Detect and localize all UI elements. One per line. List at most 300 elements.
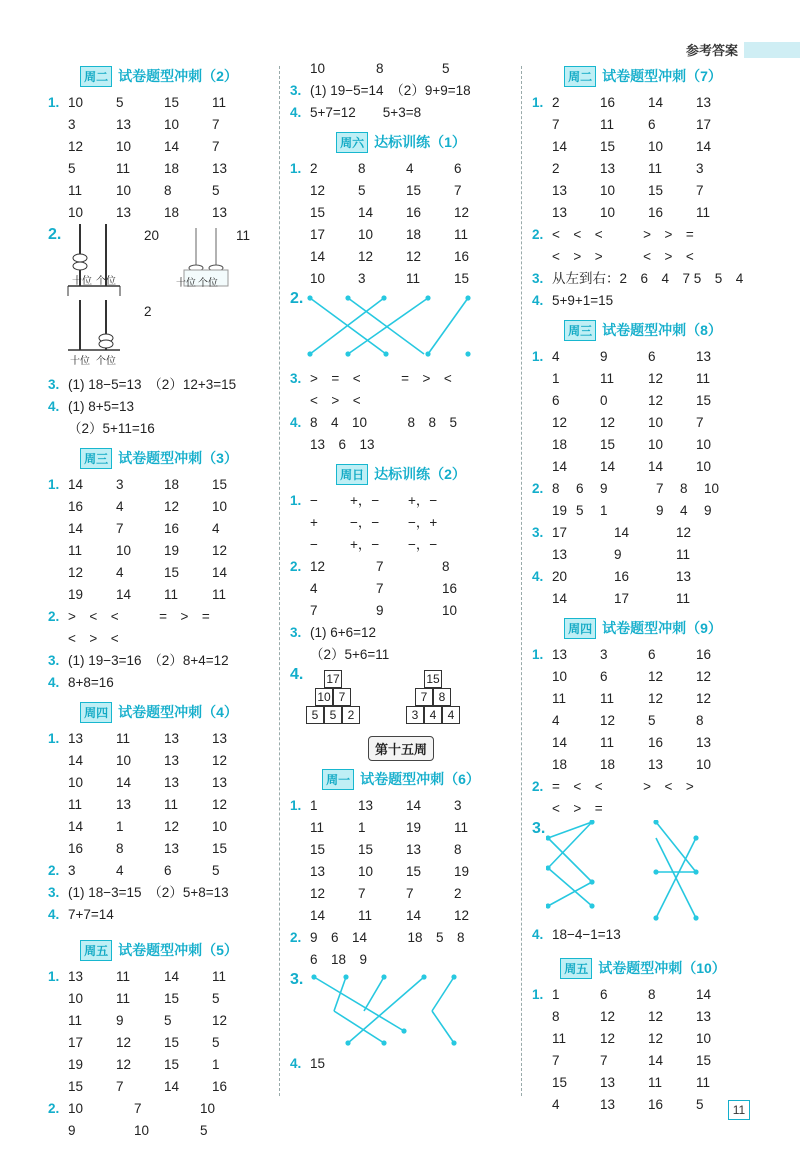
answer-cell: 13 <box>648 757 664 772</box>
pyramid-cell: 2 <box>342 706 360 724</box>
answer-cell: 6 <box>648 349 656 364</box>
section-heading: 试卷题型冲刺（9） <box>602 620 722 636</box>
question-number: 3. <box>290 971 304 988</box>
abacus-3 <box>68 300 120 350</box>
question-number: 1. <box>48 731 60 746</box>
answer-cell: 15 <box>600 139 616 154</box>
question-number <box>48 562 68 584</box>
answer-cell: 9 <box>614 547 622 562</box>
question-number: 4. <box>290 105 302 120</box>
day-tag: 周六 <box>336 132 368 153</box>
answer-cell: 7 <box>376 559 384 574</box>
answer-cell: 15 <box>164 95 180 110</box>
answer-row <box>532 180 754 202</box>
answer-cell: 13 <box>212 731 228 746</box>
answer-cell: 13 <box>600 1097 616 1112</box>
answer-cell: 15 <box>310 842 326 857</box>
pyramid-cell: 10 <box>315 688 333 706</box>
abacus-label-ones: 个位 <box>96 356 116 367</box>
question-number <box>532 1006 552 1028</box>
answer-cell: 2 <box>552 161 560 176</box>
answer-line <box>532 268 754 290</box>
answer-cell: 13 <box>696 95 712 110</box>
answer-cell: 11 <box>454 227 469 242</box>
answer-row <box>48 474 270 496</box>
question-number: 3. <box>48 885 60 900</box>
number-pyramids <box>290 666 512 730</box>
question-number <box>532 688 552 710</box>
answer-cell: 13 <box>552 547 568 562</box>
abacus-label-ones: 个位 <box>96 276 116 287</box>
answer-cell: 1 <box>310 798 318 813</box>
answer-cell: 13 <box>164 775 180 790</box>
question-number: 2. <box>48 863 60 878</box>
answer-row <box>532 500 754 522</box>
answer-cell: 11 <box>116 991 131 1006</box>
answer-line <box>48 904 270 926</box>
answer-text: 13 6 13 <box>310 437 375 452</box>
answer-line <box>290 1053 512 1075</box>
answer-row <box>48 772 270 794</box>
answer-cell: − <box>310 537 318 552</box>
question-number: 1. <box>290 161 302 176</box>
answer-row <box>290 58 512 80</box>
question-number <box>532 666 552 688</box>
day-tag: 周四 <box>564 618 596 639</box>
answer-cell: 10 <box>68 775 84 790</box>
answer-text: < < < > > = <box>552 227 694 242</box>
answer-cell: 12 <box>116 1035 132 1050</box>
question-number <box>48 202 68 224</box>
week-label <box>290 736 512 761</box>
column-1 <box>48 58 270 1142</box>
answer-cell: 7 <box>552 117 560 132</box>
answer-cell: 6 <box>600 669 608 684</box>
question-number <box>48 794 68 816</box>
answer-cell: 11 <box>648 161 663 176</box>
answer-cell: 15 <box>552 1075 568 1090</box>
answer-line <box>532 224 754 246</box>
answer-grid <box>48 474 270 606</box>
answer-cell: 15 <box>212 841 228 856</box>
question-number: 3. <box>290 83 302 98</box>
answer-cell: 13 <box>116 117 132 132</box>
section-heading: 试卷题型冲刺（6） <box>360 771 480 787</box>
question-number <box>48 838 68 860</box>
section-heading: 试卷题型冲刺（3） <box>118 450 238 466</box>
answer-cell: 14 <box>648 1053 664 1068</box>
answer-cell: 7 <box>600 1053 608 1068</box>
answer-row <box>532 1050 754 1072</box>
answer-line <box>290 368 512 390</box>
answer-row <box>48 750 270 772</box>
answer-cell: 16 <box>212 1079 228 1094</box>
answer-cell: 12 <box>68 565 84 580</box>
answer-cell: 14 <box>552 735 568 750</box>
answer-row <box>532 732 754 754</box>
section-title <box>532 616 754 640</box>
answer-cell: 12 <box>68 139 84 154</box>
question-number <box>290 905 310 927</box>
answer-cell: 5 <box>200 1123 208 1138</box>
pyramid-cell: 17 <box>324 670 342 688</box>
answer-row <box>48 860 270 882</box>
question-number: 1. <box>532 349 544 364</box>
answer-cell: +，− <box>350 537 380 552</box>
question-number <box>532 456 552 478</box>
answer-text: < > < <box>310 393 361 408</box>
question-number <box>532 754 552 776</box>
answer-row <box>532 754 754 776</box>
section-title <box>48 64 270 88</box>
abacus-answers <box>48 224 270 374</box>
answer-cell: 7 <box>212 117 220 132</box>
answer-row <box>532 566 754 588</box>
question-number: 4. <box>290 666 304 683</box>
answer-cell: 8 <box>376 61 384 76</box>
question-number: 2. <box>532 481 544 496</box>
answer-cell: 6 <box>648 647 656 662</box>
section-title <box>48 938 270 962</box>
answer-cell: 3 <box>358 271 366 286</box>
answer-cell: 10 <box>68 95 84 110</box>
answer-row <box>290 158 512 180</box>
answer-cell: 12 <box>648 669 664 684</box>
question-number <box>48 180 68 202</box>
answer-text: > < < = > = <box>68 609 210 624</box>
question-number <box>48 750 68 772</box>
answer-grid <box>48 860 270 882</box>
question-number <box>290 534 310 556</box>
answer-cell: 14 <box>68 521 84 536</box>
answer-cell: 13 <box>116 797 132 812</box>
answer-cell: 13 <box>212 161 228 176</box>
answer-cell: 2 <box>310 161 318 176</box>
answer-cell: 11 <box>552 691 567 706</box>
answer-cell: 14 <box>212 565 228 580</box>
answer-cell: 12 <box>406 249 422 264</box>
answer-cell: 5 <box>212 863 220 878</box>
answer-cell: 9 <box>376 603 384 618</box>
answer-row <box>532 136 754 158</box>
answer-cell: 10 <box>648 415 664 430</box>
answer-row <box>532 368 754 390</box>
answer-cell: 14 <box>358 205 374 220</box>
answer-cell: 14 <box>164 969 180 984</box>
question-number <box>532 412 552 434</box>
answer-text: 6 18 9 <box>310 952 368 967</box>
answer-cell: 15 <box>358 842 374 857</box>
answer-cell: 17 <box>310 227 326 242</box>
answer-grid <box>532 478 754 522</box>
question-number <box>48 496 68 518</box>
day-tag: 周三 <box>564 320 596 341</box>
answer-line <box>532 246 754 268</box>
answer-cell: 13 <box>600 1075 616 1090</box>
answer-cell: 10 <box>648 437 664 452</box>
answer-cell: 12 <box>696 691 712 706</box>
answer-row <box>532 984 754 1006</box>
answer-cell: 11 <box>212 969 227 984</box>
answer-cell: 18 <box>552 757 568 772</box>
answer-text: (1) 18−5=13 （2）12+3=15 <box>68 377 237 392</box>
answer-row <box>290 224 512 246</box>
answer-cell: 4 <box>310 581 318 596</box>
answer-cell: 11 <box>696 1075 711 1090</box>
answer-cell: 3 <box>68 863 76 878</box>
question-number <box>532 500 552 522</box>
answer-cell: 12 <box>600 713 616 728</box>
answer-cell: −，− <box>408 537 438 552</box>
answer-cell: 16 <box>68 841 84 856</box>
answer-cell: 14 <box>648 459 664 474</box>
answer-cell: 7 <box>116 521 124 536</box>
question-number: 4. <box>532 927 544 942</box>
matching-answer <box>532 820 754 924</box>
answer-cell: 11 <box>696 371 711 386</box>
answer-row <box>532 114 754 136</box>
answer-cell: 7 <box>212 139 220 154</box>
abacus-label-tens: 十位 <box>70 356 90 367</box>
question-number <box>290 600 310 622</box>
answer-cell: 12 <box>600 1009 616 1024</box>
abacus-label-tens: 十位 <box>72 276 92 287</box>
answer-cell: 14 <box>552 591 568 606</box>
answer-text: (1) 8+5=13 <box>68 399 135 414</box>
question-number: 3. <box>532 525 544 540</box>
question-number <box>48 988 68 1010</box>
answer-cell: 15 <box>164 991 180 1006</box>
question-number <box>532 710 552 732</box>
answer-line <box>532 290 754 312</box>
answer-cell: 20 <box>552 569 568 584</box>
pyramid-cell: 5 <box>306 706 324 724</box>
day-tag: 周一 <box>322 769 354 790</box>
answer-cell: 15 <box>164 1057 180 1072</box>
matching-lines <box>304 971 504 1053</box>
answer-cell: 4 <box>552 1097 560 1112</box>
question-number: 3. <box>290 371 302 386</box>
question-number: 1. <box>532 987 544 1002</box>
answer-text: < > < <box>68 631 119 646</box>
answer-cell: 11 <box>454 820 469 835</box>
question-number <box>532 390 552 412</box>
answer-cell: 5 <box>68 161 76 176</box>
answer-cell: 8 <box>696 713 704 728</box>
answer-grid <box>48 1098 270 1142</box>
answer-cell: 10 <box>704 481 720 496</box>
answer-row <box>290 600 512 622</box>
abacus-answer: 2 <box>144 304 152 319</box>
answer-cell: 11 <box>68 797 83 812</box>
day-tag: 周四 <box>80 702 112 723</box>
answer-cell: 10 <box>600 205 616 220</box>
answer-cell: 7 <box>358 886 366 901</box>
answer-cell: 14 <box>164 139 180 154</box>
answer-cell: 15 <box>68 1079 84 1094</box>
answer-cell: 11 <box>116 161 131 176</box>
answer-row <box>48 180 270 202</box>
answer-cell: 10 <box>116 753 132 768</box>
answer-line <box>48 650 270 672</box>
answer-row <box>290 534 512 556</box>
answer-line <box>532 776 754 798</box>
answer-cell: 16 <box>648 1097 664 1112</box>
section-heading: 试卷题型冲刺（8） <box>602 322 722 338</box>
answer-cell: 7 <box>552 1053 560 1068</box>
answer-cell: 14 <box>164 1079 180 1094</box>
question-number <box>48 584 68 606</box>
answer-cell: 3 <box>454 798 462 813</box>
answer-grid <box>532 346 754 478</box>
answer-cell: 15 <box>696 393 712 408</box>
answer-cell: 11 <box>600 117 615 132</box>
answer-line <box>48 374 270 396</box>
answer-cell: 13 <box>68 969 84 984</box>
answer-cell: 11 <box>600 371 615 386</box>
matching-lines <box>546 820 746 924</box>
answer-cell: 19 <box>68 1057 84 1072</box>
answer-row <box>532 478 754 500</box>
answer-cell: 12 <box>552 415 568 430</box>
section-title <box>48 700 270 724</box>
answer-cell: 19 <box>454 864 470 879</box>
answer-cell: 16 <box>406 205 422 220</box>
answer-cell: 7 <box>376 581 384 596</box>
answer-cell: 8 <box>552 1009 560 1024</box>
answer-cell: 7 <box>116 1079 124 1094</box>
answer-grid <box>48 92 270 224</box>
answer-cell: 10 <box>68 1101 84 1116</box>
answer-cell: 5 <box>442 61 450 76</box>
day-tag: 周二 <box>564 66 596 87</box>
answer-cell: 12 <box>648 393 664 408</box>
answer-row <box>532 412 754 434</box>
answer-text: 9 6 14 18 5 8 <box>310 930 465 945</box>
question-number <box>48 1010 68 1032</box>
answer-cell: 3 <box>696 161 704 176</box>
answer-cell: 4 <box>552 713 560 728</box>
question-number: 2. <box>48 609 60 624</box>
question-number: 1. <box>290 493 302 508</box>
answer-row <box>48 202 270 224</box>
answer-grid <box>290 795 512 927</box>
answer-cell: 18 <box>164 477 180 492</box>
answer-cell: 12 <box>164 499 180 514</box>
answer-cell: 2 <box>454 886 462 901</box>
answer-cell: 9 <box>116 1013 124 1028</box>
question-number <box>532 434 552 456</box>
answer-line <box>48 882 270 904</box>
answer-row <box>48 540 270 562</box>
answer-cell: 13 <box>696 735 712 750</box>
answer-row <box>532 202 754 224</box>
answer-cell: 10 <box>212 819 228 834</box>
answer-cell: 11 <box>600 691 615 706</box>
section-heading: 达标训练（1） <box>374 134 466 150</box>
answer-row <box>532 1072 754 1094</box>
answer-line <box>290 102 512 124</box>
matching-answer <box>290 971 512 1053</box>
answer-row <box>48 114 270 136</box>
question-number: 1. <box>532 95 544 110</box>
answer-row <box>48 584 270 606</box>
answer-row <box>48 838 270 860</box>
answer-row <box>48 1032 270 1054</box>
answer-cell: 19 <box>164 543 180 558</box>
question-number <box>532 158 552 180</box>
answer-cell: 13 <box>600 161 616 176</box>
answer-cell: 12 <box>212 543 228 558</box>
answer-cell: 18 <box>406 227 422 242</box>
question-number: 2. <box>48 226 62 243</box>
answer-cell: 11 <box>68 543 83 558</box>
column-2 <box>290 58 512 1075</box>
answer-line <box>48 672 270 694</box>
answer-grid <box>48 966 270 1098</box>
question-number: 4. <box>48 675 60 690</box>
question-number <box>532 588 552 610</box>
answer-cell: 5 <box>576 503 584 518</box>
day-tag: 周三 <box>80 448 112 469</box>
answer-cell: 15 <box>696 1053 712 1068</box>
answer-cell: 13 <box>212 775 228 790</box>
answer-cell: 12 <box>164 819 180 834</box>
answer-cell: 10 <box>164 117 180 132</box>
answer-cell: +，− <box>408 493 438 508</box>
pyramid-cell: 4 <box>442 706 460 724</box>
answer-cell: 3 <box>68 117 76 132</box>
answer-cell: 11 <box>68 1013 83 1028</box>
answer-cell: 10 <box>116 183 132 198</box>
answer-cell: 16 <box>648 735 664 750</box>
pyramid-cell: 15 <box>424 670 442 688</box>
answer-cell: 3 <box>116 477 124 492</box>
header-label: 参考答案 <box>685 43 738 58</box>
question-number: 2. <box>532 779 544 794</box>
answer-cell: 15 <box>164 1035 180 1050</box>
question-number: 3. <box>48 377 60 392</box>
question-number: 3. <box>290 625 302 640</box>
pyramid-cell: 3 <box>406 706 424 724</box>
answer-cell: 5 <box>358 183 366 198</box>
question-number: 4. <box>48 399 60 414</box>
answer-cell: 8 <box>454 842 462 857</box>
answer-line <box>532 798 754 820</box>
answer-cell: 18 <box>164 161 180 176</box>
answer-cell: 18 <box>164 205 180 220</box>
answer-line <box>48 418 270 440</box>
answer-cell: 11 <box>358 908 373 923</box>
answer-cell: 15 <box>406 864 422 879</box>
question-number <box>532 1072 552 1094</box>
header-accent-bar <box>744 42 800 58</box>
answer-cell: 7 <box>454 183 462 198</box>
question-number <box>48 136 68 158</box>
answer-cell: 12 <box>116 1057 132 1072</box>
answer-line <box>532 924 754 946</box>
answer-cell: 12 <box>358 249 374 264</box>
answer-cell: 13 <box>552 183 568 198</box>
answer-cell: 10 <box>200 1101 216 1116</box>
answer-cell: − <box>310 493 318 508</box>
answer-cell: 15 <box>648 183 664 198</box>
answer-cell: 1 <box>600 503 608 518</box>
day-tag: 周二 <box>80 66 112 87</box>
pyramid-cell: 4 <box>424 706 442 724</box>
answer-cell: 11 <box>164 797 179 812</box>
answer-cell: 10 <box>68 991 84 1006</box>
